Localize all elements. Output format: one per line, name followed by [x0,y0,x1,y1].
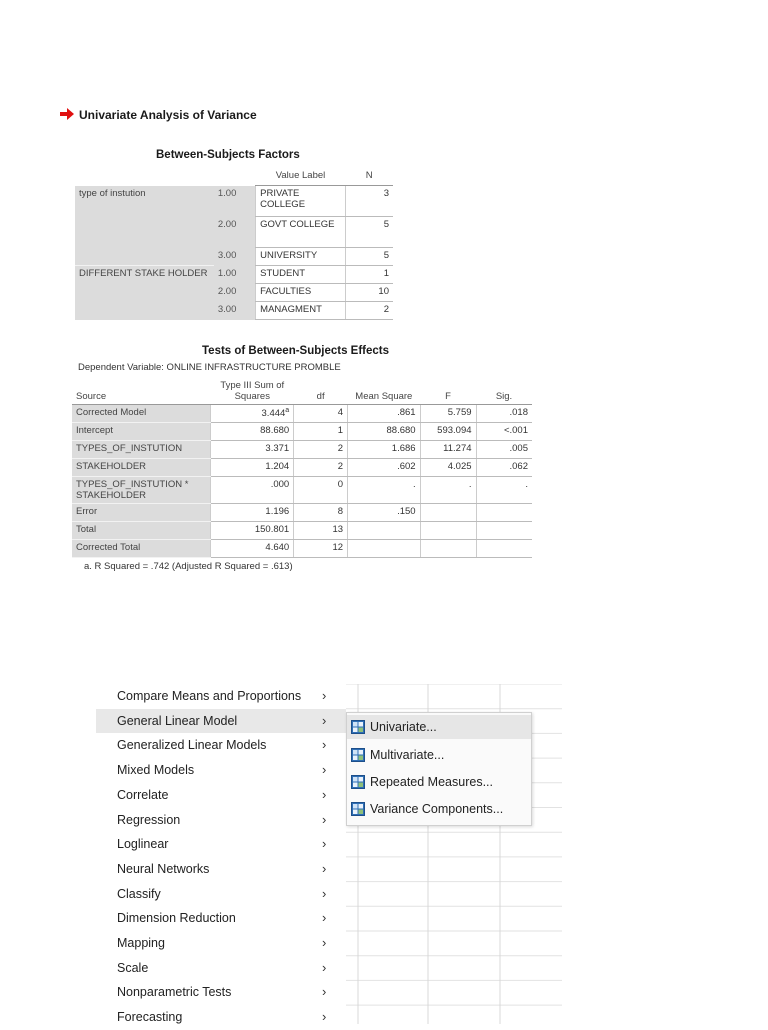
red-arrow-icon [60,108,74,120]
tests-row [72,459,532,477]
tests-table-title: Tests of Between-Subjects Effects [202,345,390,357]
df-cell: 0 [294,477,348,504]
ms-cell: .861 [348,405,421,423]
menu-item-compare-means-and-proportions[interactable] [96,684,346,709]
tests-row [72,477,532,504]
glm-dialog-icon [351,748,365,762]
menu-item-mixed-models[interactable] [96,758,346,783]
menu-item-label: Neural Networks [117,861,210,876]
chevron-right-icon: › [322,811,327,827]
f-cell: . [420,477,476,504]
source-cell: Error [72,504,211,522]
ss-cell [211,540,294,558]
ss-header: Type III Sum of Squares [211,378,294,405]
factor-label: STUDENT [256,266,346,284]
factors-table [75,168,393,320]
glm-dialog-icon [351,802,365,816]
sig-cell: . [476,477,532,504]
source-header: Source [72,378,211,405]
df-cell: 13 [294,522,348,540]
chevron-right-icon: › [322,1009,327,1025]
menu-item-scale[interactable] [96,956,346,981]
source-cell: STAKEHOLDER [72,459,211,477]
sig-cell [476,504,532,522]
menu-item-label: Mapping [117,936,165,950]
chevron-right-icon: › [322,860,327,876]
submenu-item-label: Repeated Measures... [370,775,493,789]
df-cell: 8 [294,504,348,522]
chevron-right-icon: › [322,959,327,975]
menu-item-general-linear-model[interactable] [96,709,346,734]
ms-cell: . [348,477,421,504]
factor-n: 5 [345,248,393,266]
footnote-marker: a [285,407,290,414]
general-linear-model-submenu [346,712,532,826]
tests-row [72,405,532,423]
sig-cell: .018 [476,405,532,423]
chevron-right-icon: › [322,885,327,901]
menu-item-label: Dimension Reduction [117,911,236,926]
tests-row [72,504,532,522]
f-header: F [420,378,476,405]
tests-row [72,423,532,441]
ss-cell [211,441,294,459]
menu-item-nonparametric-tests[interactable] [96,980,346,1005]
factor-value: 1.00 [214,266,256,284]
f-cell [420,540,476,558]
menu-item-classify[interactable] [96,882,346,907]
menu-item-loglinear[interactable] [96,832,346,857]
sig-cell: .062 [476,459,532,477]
menu-item-label: Compare Means and Proportions [117,689,302,703]
chevron-right-icon: › [322,688,327,703]
source-cell: TYPES_OF_INSTUTION [72,441,211,459]
submenu-item-label: Variance Components... [370,802,504,816]
f-cell [420,522,476,540]
menu-item-label: Forecasting [117,1010,183,1025]
factor-value: 2.00 [214,284,256,302]
menu-item-forecasting[interactable] [96,1005,346,1030]
menu-item-correlate[interactable] [96,783,346,808]
chevron-right-icon: › [322,786,327,802]
ms-cell [348,522,421,540]
source-cell: Corrected Total [72,540,211,558]
ss-value: .000 [270,479,290,490]
factor-value: 3.00 [214,248,256,266]
ss-cell [211,504,294,522]
chevron-right-icon: › [322,935,327,950]
menu-item-label: Regression [117,812,181,827]
factor-n: 10 [345,284,393,302]
menu-item-label: Correlate [117,787,169,802]
sig-cell: .005 [476,441,532,459]
ss-cell [211,423,294,441]
f-cell: 593.094 [420,423,476,441]
menu-item-generalized-linear-models[interactable] [96,733,346,758]
factor-value: 2.00 [214,217,256,248]
submenu-item-variance-components[interactable] [347,797,531,821]
factor-label: MANAGMENT [256,302,346,320]
factor-n: 5 [345,217,393,248]
ss-value: 1.196 [265,506,290,517]
tests-row [72,540,532,558]
f-cell: 11.274 [420,441,476,459]
menu-item-label: Loglinear [117,837,169,852]
df-cell: 1 [294,423,348,441]
ms-cell [348,540,421,558]
submenu-item-label: Univariate... [370,720,437,734]
menu-item-mapping[interactable] [96,931,346,956]
df-cell: 2 [294,459,348,477]
menu-item-label: Nonparametric Tests [117,985,232,1000]
menu-item-label: General Linear Model [117,713,238,728]
page-title: Univariate Analysis of Variance [79,108,257,122]
table-footnote: a. R Squared = .742 (Adjusted R Squared = .613) [84,561,293,572]
tests-row [72,441,532,459]
source-cell: Intercept [72,423,211,441]
ss-value: 3.371 [265,443,290,454]
source-cell: Total [72,522,211,540]
menu-item-label: Generalized Linear Models [117,738,267,753]
f-cell: 5.759 [420,405,476,423]
factor-value: 3.00 [214,302,256,320]
ss-value: 88.680 [260,425,290,436]
factor-n: 2 [345,302,393,320]
source-cell: TYPES_OF_INSTUTION * STAKEHOLDER [72,477,211,504]
factor-label: GOVT COLLEGE [256,217,346,248]
factor-group-name: type of instution [75,186,214,266]
sig-cell [476,522,532,540]
ss-cell [211,459,294,477]
sig-cell [476,540,532,558]
ms-cell: 1.686 [348,441,421,459]
dependent-variable-label: Dependent Variable: ONLINE INFRASTRUCTURE PROMBLE [78,362,341,373]
glm-dialog-icon [351,775,365,789]
menu-item-label: Classify [117,886,161,901]
factor-label: FACULTIES [256,284,346,302]
sig-cell: <.001 [476,423,532,441]
ms-header: Mean Square [348,378,421,405]
ss-cell [211,477,294,504]
menu-item-neural-networks[interactable] [96,857,346,882]
factors-table-title: Between-Subjects Factors [156,149,300,161]
ss-cell [211,405,294,423]
n-header: N [345,168,393,186]
ms-cell: .602 [348,459,421,477]
ms-cell: 88.680 [348,423,421,441]
factor-n: 3 [345,186,393,217]
ss-cell [211,522,294,540]
factor-n: 1 [345,266,393,284]
analyze-menu [96,684,346,1024]
value-label-header: Value Label [256,168,346,186]
ss-value: 4.640 [265,542,290,553]
factor-label: PRIVATE COLLEGE [256,186,346,217]
chevron-right-icon: › [322,737,327,753]
glm-dialog-icon [351,720,365,734]
chevron-right-icon: › [322,712,327,728]
factor-group-name: DIFFERENT STAKE HOLDER [75,266,214,320]
df-header: df [294,378,348,405]
df-cell: 12 [294,540,348,558]
factor-label: UNIVERSITY [256,248,346,266]
ss-value: 1.204 [265,461,290,472]
menu-item-label: Mixed Models [117,763,195,778]
ss-value: 3.444 [261,408,286,420]
ms-cell: .150 [348,504,421,522]
chevron-right-icon: › [322,910,327,926]
chevron-right-icon: › [322,836,327,852]
ss-value: 150.801 [254,524,290,535]
df-cell: 2 [294,441,348,459]
submenu-item-label: Multivariate... [370,748,445,762]
source-cell: Corrected Model [72,405,211,423]
tests-row [72,522,532,540]
menu-item-dimension-reduction[interactable] [96,906,346,931]
submenu-item-multivariate[interactable] [347,743,531,767]
f-cell: 4.025 [420,459,476,477]
sig-header: Sig. [476,378,532,405]
submenu-item-repeated-measures[interactable] [347,770,531,794]
chevron-right-icon: › [322,762,327,778]
menu-item-label: Scale [117,960,149,975]
df-cell: 4 [294,405,348,423]
tests-table [72,378,532,558]
submenu-item-univariate[interactable] [347,715,531,739]
f-cell [420,504,476,522]
factor-value: 1.00 [214,186,256,217]
chevron-right-icon: › [322,984,327,1000]
menu-item-regression[interactable] [96,808,346,833]
